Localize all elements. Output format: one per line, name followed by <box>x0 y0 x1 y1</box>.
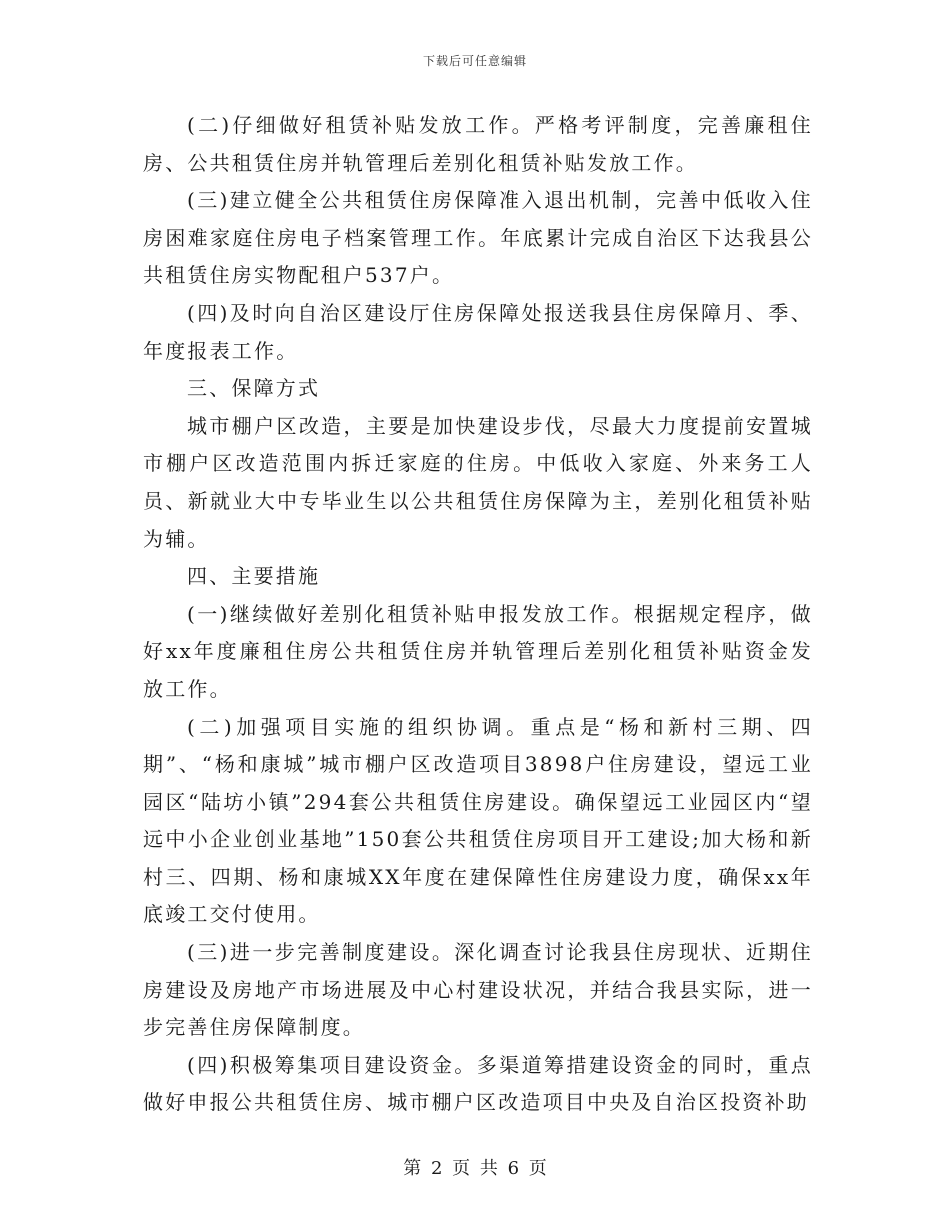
paragraph-system-construction: (三)进一步完善制度建设。深化调查讨论我县住房现状、近期住房建设及房地产市场进展及中心村建设状况，并结合我县实际，进一步完善住房保障制度。 <box>143 940 813 1040</box>
page-header: 下载后可任意编辑 <box>422 54 527 68</box>
paragraph-funding-collection: (四)积极筹集项目建设资金。多渠道筹措建设资金的同时，重点做好申报公共租赁住房、城市棚户区改造项目中央及自治区投资补助 <box>143 1052 813 1115</box>
paragraph-entry-exit-mechanism: (三)建立健全公共租赁住房保障准入退出机制，完善中低收入住房困难家庭住房电子档案管理工作。年底累计完成自治区下达我县公共租赁住房实物配租户537户。 <box>143 188 813 288</box>
paragraph-report-submission: (四)及时向自治区建设厅住房保障处报送我县住房保障月、季、年度报表工作。 <box>143 300 813 363</box>
section-heading-main-measures: 四、主要措施 <box>187 564 321 589</box>
paragraph-rental-subsidy: (二)仔细做好租赁补贴发放工作。严格考评制度，完善廉租住房、公共租赁住房并轨管理后差别化租赁补贴发放工作。 <box>143 113 813 175</box>
paragraph-project-coordination: (二)加强项目实施的组织协调。重点是“杨和新村三期、四期”、“杨和康城”城市棚户区改造项目3898户住房建设，望远工业园区“陆坊小镇”294套公共租赁住房建设。确保望远工业园区内“望远中小企业创业基地”150套公共租赁住房项目开工建设;加大杨和新村三、四期、杨和康城XX年度在建保障性住房建设力度，确保xx年底竣工交付使用。 <box>143 714 813 927</box>
page-footer: 第 2 页 共 6 页 <box>403 1158 547 1179</box>
section-heading-guarantee-methods: 三、保障方式 <box>187 376 321 401</box>
paragraph-subsidy-application: (一)继续做好差别化租赁补贴申报发放工作。根据规定程序，做好xx年度廉租住房公共租赁住房并轨管理后差别化租赁补贴资金发放工作。 <box>143 601 813 701</box>
document-body <box>143 107 813 1122</box>
paragraph-shantytown-renovation: 城市棚户区改造，主要是加快建设步伐，尽最大力度提前安置城市棚户区改造范围内拆迁家庭的住房。中低收入家庭、外来务工人员、新就业大中专毕业生以公共租赁住房保障为主，差别化租赁补贴为辅。 <box>143 413 813 551</box>
